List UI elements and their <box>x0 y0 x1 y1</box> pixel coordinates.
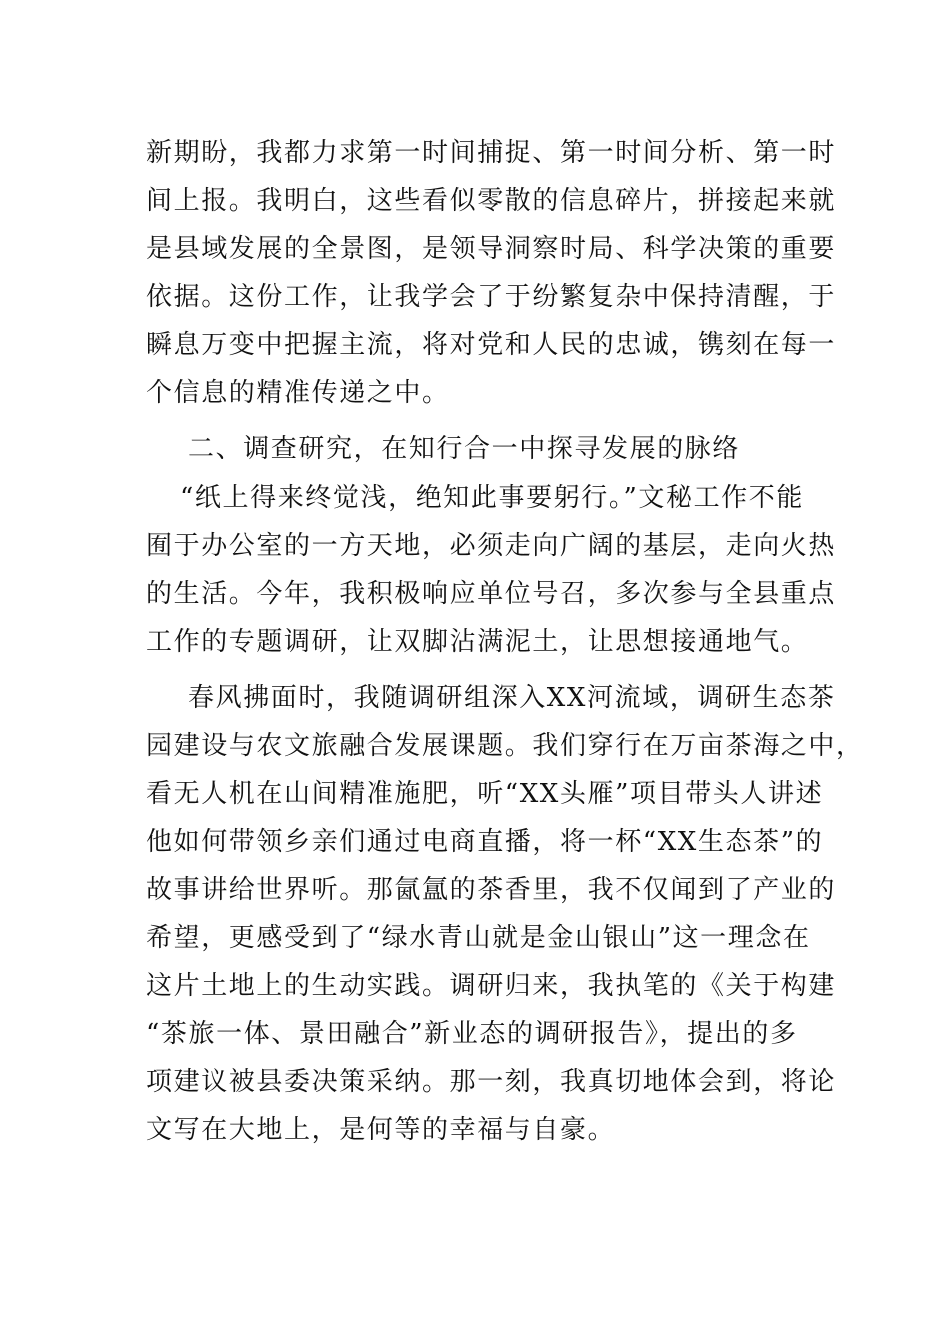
paragraph-line: 囿于办公室的一方天地，必须走向广阔的基层，走向火热 <box>146 531 837 561</box>
paragraph-line: 故事讲给世界听。那氤氲的茶香里，我不仅闻到了产业的 <box>146 875 837 905</box>
paragraph-line: 新期盼，我都力求第一时间捕捉、第一时间分析、第一时 <box>146 138 837 168</box>
paragraph-line: “纸上得来终觉浅，绝知此事要躬行。”文秘工作不能 <box>180 483 804 513</box>
paragraph-line: 间上报。我明白，这些看似零散的信息碎片，拼接起来就 <box>146 186 837 216</box>
paragraph-line: 工作的专题调研，让双脚沾满泥土，让思想接通地气。 <box>146 627 809 657</box>
paragraph-line: 文写在大地上，是何等的幸福与自豪。 <box>146 1115 616 1145</box>
paragraph-line: 是县域发展的全景图，是领导洞察时局、科学决策的重要 <box>146 234 837 264</box>
paragraph-line: 春风拂面时，我随调研组深入XX河流域，调研生态茶 <box>188 683 836 713</box>
paragraph-line: 看无人机在山间精准施肥，听“XX头雁”项目带头人讲述 <box>146 779 824 809</box>
paragraph-line: 的生活。今年，我积极响应单位号召，多次参与全县重点 <box>146 579 837 609</box>
paragraph-line: 个信息的精准传递之中。 <box>146 378 450 408</box>
paragraph-line: 项建议被县委决策采纳。那一刻，我真切地体会到，将论 <box>146 1067 837 1097</box>
paragraph-line: 这片土地上的生动实践。调研归来，我执笔的《关于构建 <box>146 971 837 1001</box>
paragraph-line: 依据。这份工作，让我学会了于纷繁复杂中保持清醒，于 <box>146 282 837 312</box>
paragraph-line: “茶旅一体、景田融合”新业态的调研报告》，提出的多 <box>146 1019 798 1049</box>
paragraph-line: 园建设与农文旅融合发展课题。我们穿行在万亩茶海之中， <box>146 731 864 761</box>
section-heading: 二、调查研究，在知行合一中探寻发展的脉络 <box>188 434 741 464</box>
paragraph-line: 希望，更感受到了“绿水青山就是金山银山”这一理念在 <box>146 923 811 953</box>
paragraph-line: 瞬息万变中把握主流，将对党和人民的忠诚，镌刻在每一 <box>146 330 837 360</box>
paragraph-line: 他如何带领乡亲们通过电商直播，将一杯“XX生态茶”的 <box>146 827 824 857</box>
